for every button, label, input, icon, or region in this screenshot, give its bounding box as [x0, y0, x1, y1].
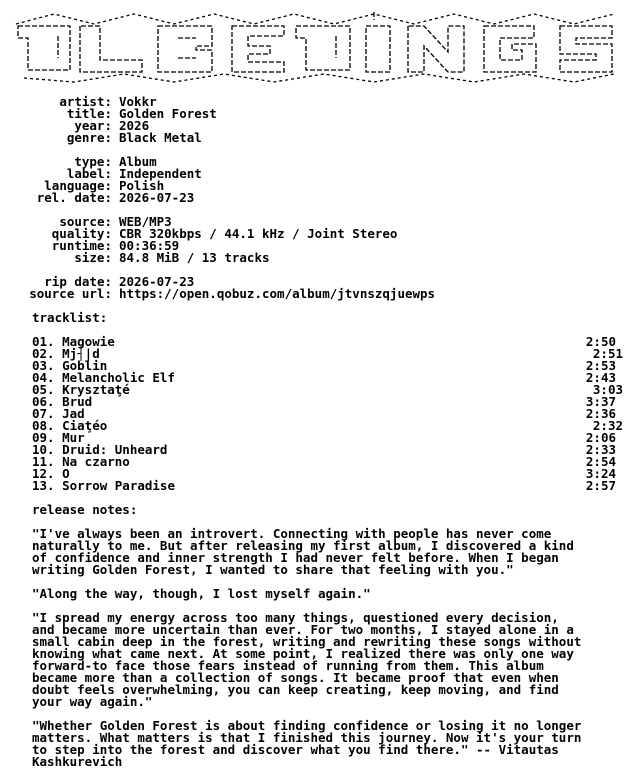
track-title: 02. Mj┤|d: [32, 346, 100, 361]
info-label: year:: [74, 118, 112, 133]
track-duration: 2:51: [592, 346, 623, 361]
info-value: WEB/MP3: [119, 214, 172, 229]
track-title: 11. Na czarno: [32, 454, 130, 469]
track-duration: 2:57: [585, 478, 616, 493]
info-value: Independent: [119, 166, 202, 181]
release-note-paragraph: "I spread my energy across too many things, questioned every decision, and became more uncertain than ever. For two months, I stayed alone in a small cabin deep in the forest, writing and rewriting these songs without knowing what came next. At some point, I realized there was only one way forward-to face those fears instead of running from them. This album became more than a collection of songs. It became proof that even when doubt feels overwhelming, you can keep creating, keep moving, and find your way again.": [32, 610, 582, 709]
track-title: 03. Goblin: [32, 358, 108, 373]
track-title: 08. Ciaţéo: [32, 418, 108, 433]
track-title: 07. Jad: [32, 406, 85, 421]
info-value[interactable]: https://open.qobuz.com/album/jtvnszqjuewps: [119, 286, 436, 301]
track-title: 01. Magowie: [32, 334, 115, 349]
info-value: 2026-07-23: [119, 274, 195, 289]
info-value: Golden Forest: [119, 106, 217, 121]
track-duration: 2:43: [585, 370, 616, 385]
info-label: rel. date:: [36, 190, 112, 205]
track-duration: 2:06: [585, 430, 616, 445]
track-duration: 2:32: [592, 418, 623, 433]
release-note-paragraph: "I've always been an introvert. Connecting with people has never come naturally to me. But after releasing my first album, I discovered a kind of confidence and inner strength I had never felt before. When I began writing Golden Forest, I wanted to share that feeling with you.": [32, 526, 574, 577]
info-value: Vokkr: [119, 94, 157, 109]
info-label: source:: [59, 214, 112, 229]
info-value: Black Metal: [119, 130, 202, 145]
track-title: 10. Druid: Unheard: [32, 442, 168, 457]
info-value: Polish: [119, 178, 165, 193]
tracklist-heading: tracklist:: [32, 310, 108, 325]
info-label: artist:: [59, 94, 112, 109]
track-title: 13. Sorrow Paradise: [32, 478, 175, 493]
info-value: CBR 320kbps / 44.1 kHz / Joint Stereo: [119, 226, 398, 241]
info-label: label:: [66, 166, 112, 181]
info-label: language:: [44, 178, 112, 193]
track-duration: 3:37: [585, 394, 616, 409]
info-label: size:: [74, 250, 112, 265]
info-label: runtime:: [51, 238, 112, 253]
track-duration: 2:50: [585, 334, 616, 349]
info-label: source url:: [29, 286, 112, 301]
track-duration: 2:54: [585, 454, 616, 469]
info-label: title:: [66, 106, 112, 121]
track-duration: 3:03: [592, 382, 623, 397]
info-label: genre:: [66, 130, 112, 145]
track-title: 12. O: [32, 466, 70, 481]
info-value: 00:36:59: [119, 238, 180, 253]
info-value: Album: [119, 154, 157, 169]
info-value: 84.8 MiB / 13 tracks: [119, 250, 270, 265]
release-note-paragraph: "Along the way, though, I lost myself again.": [32, 586, 371, 601]
release-notes-heading: release notes:: [32, 502, 138, 517]
info-label: type:: [74, 154, 112, 169]
release-note-paragraph: "Whether Golden Forest is about finding confidence or losing it no longer matters. What matters is that I finished this journey. Now it's your turn to step into the forest and discover what you find there." -- Vitautas Kashkurevich: [32, 718, 582, 769]
track-title: 05. Krysztaţé: [32, 382, 130, 397]
track-duration: 2:36: [585, 406, 616, 421]
track-duration: 2:33: [585, 442, 616, 457]
info-value: 2026: [119, 118, 150, 133]
track-title: 09. Mur: [32, 430, 85, 445]
track-duration: 3:24: [585, 466, 616, 481]
track-duration: 2:53: [585, 358, 616, 373]
ascii-banner-logo: [14, 8, 618, 84]
info-label: quality:: [51, 226, 112, 241]
info-value: 2026-07-23: [119, 190, 195, 205]
info-label: rip date:: [44, 274, 112, 289]
track-title: 06. Brud: [32, 394, 93, 409]
track-title: 04. Melancholic Elf: [32, 370, 175, 385]
